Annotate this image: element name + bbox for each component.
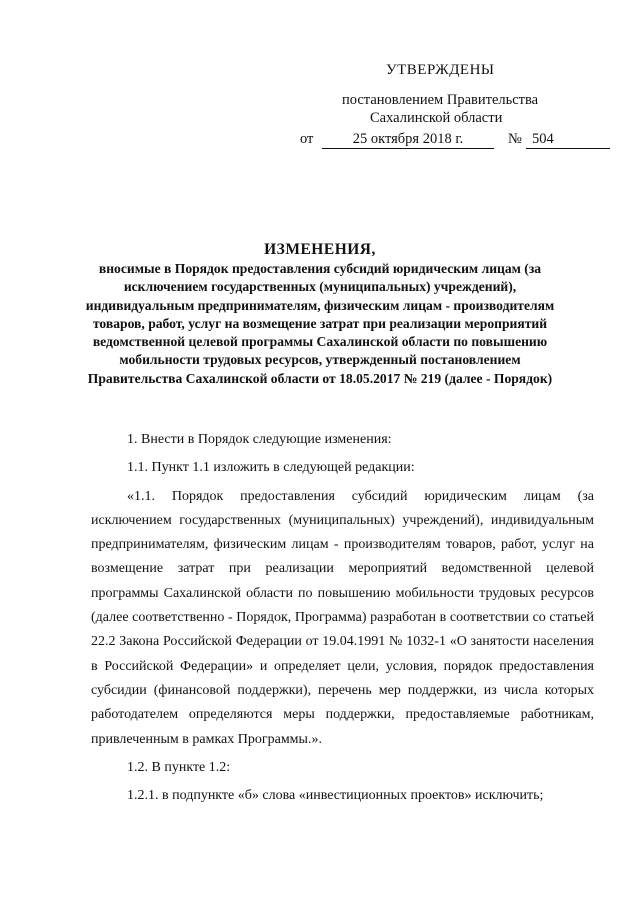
approval-line-resolution: постановлением Правительства	[342, 92, 539, 108]
paragraph-1-1: 1.1. Пункт 1.1 изложить в следующей редакции:	[127, 460, 415, 476]
approval-line-region: Сахалинской области	[370, 110, 503, 126]
approval-date: 25 октября 2018 г.	[322, 131, 494, 149]
paragraph-1-2: 1.2. В пункте 1.2:	[127, 759, 231, 775]
number-label: №	[508, 131, 522, 147]
title-main: ИЗМЕНЕНИЯ,	[264, 241, 376, 258]
paragraph-1: 1. Внести в Порядок следующие изменения:	[127, 432, 392, 447]
document-body	[91, 428, 594, 808]
approval-number: 504	[526, 131, 610, 149]
paragraph-1-1-text: «1.1. Порядок предоставления субсидий юридическим лицам (за исключением государственных (муниципальных) учреждений), индивидуальным предпринимателям, физическим лицам - производителям товаров, работ, услуг на возмещение затрат при реализации мероприятий ведомственной целевой программы Сахалинской области по повышению мобильности трудовых ресурсов (далее соответственно - Порядок, Программа) разработан в соответствии со статьей 22.2 Закона Российской Федерации от 19.04.1991 № 1032-1 «О занятости населения в Российской Федерации» и определяет цели, условия, порядок предоставления субсидии (финансовой поддержки), перечень мер поддержки, из числа которых работодателем определяются меры поддержки, предоставляемые работникам, привлеченным в рамках Программы.».	[91, 488, 594, 747]
title-subtitle: вносимые в Порядок предоставления субсидий юридическим лицам (за исключением государственных (муниципальных) учреждений), индивидуальным предпринимателям, физическим лицам - производителям товаров, работ, услуг на возмещение затрат при реализации мероприятий ведомственной целевой программы Сахалинской области по повышению мобильности трудовых ресурсов, утвержденный постановлением Правительства Сахалинской области от 18.05.2017 № 219 (далее - Порядок)	[85, 261, 555, 386]
document-title	[80, 240, 560, 388]
paragraph-1-2-1: 1.2.1. в подпункте «б» слова «инвестиционных проектов» исключить;	[127, 788, 544, 804]
approval-heading: УТВЕРЖДЕНЫ	[386, 62, 495, 78]
approval-date-line	[300, 131, 608, 151]
from-label: от	[300, 131, 314, 147]
